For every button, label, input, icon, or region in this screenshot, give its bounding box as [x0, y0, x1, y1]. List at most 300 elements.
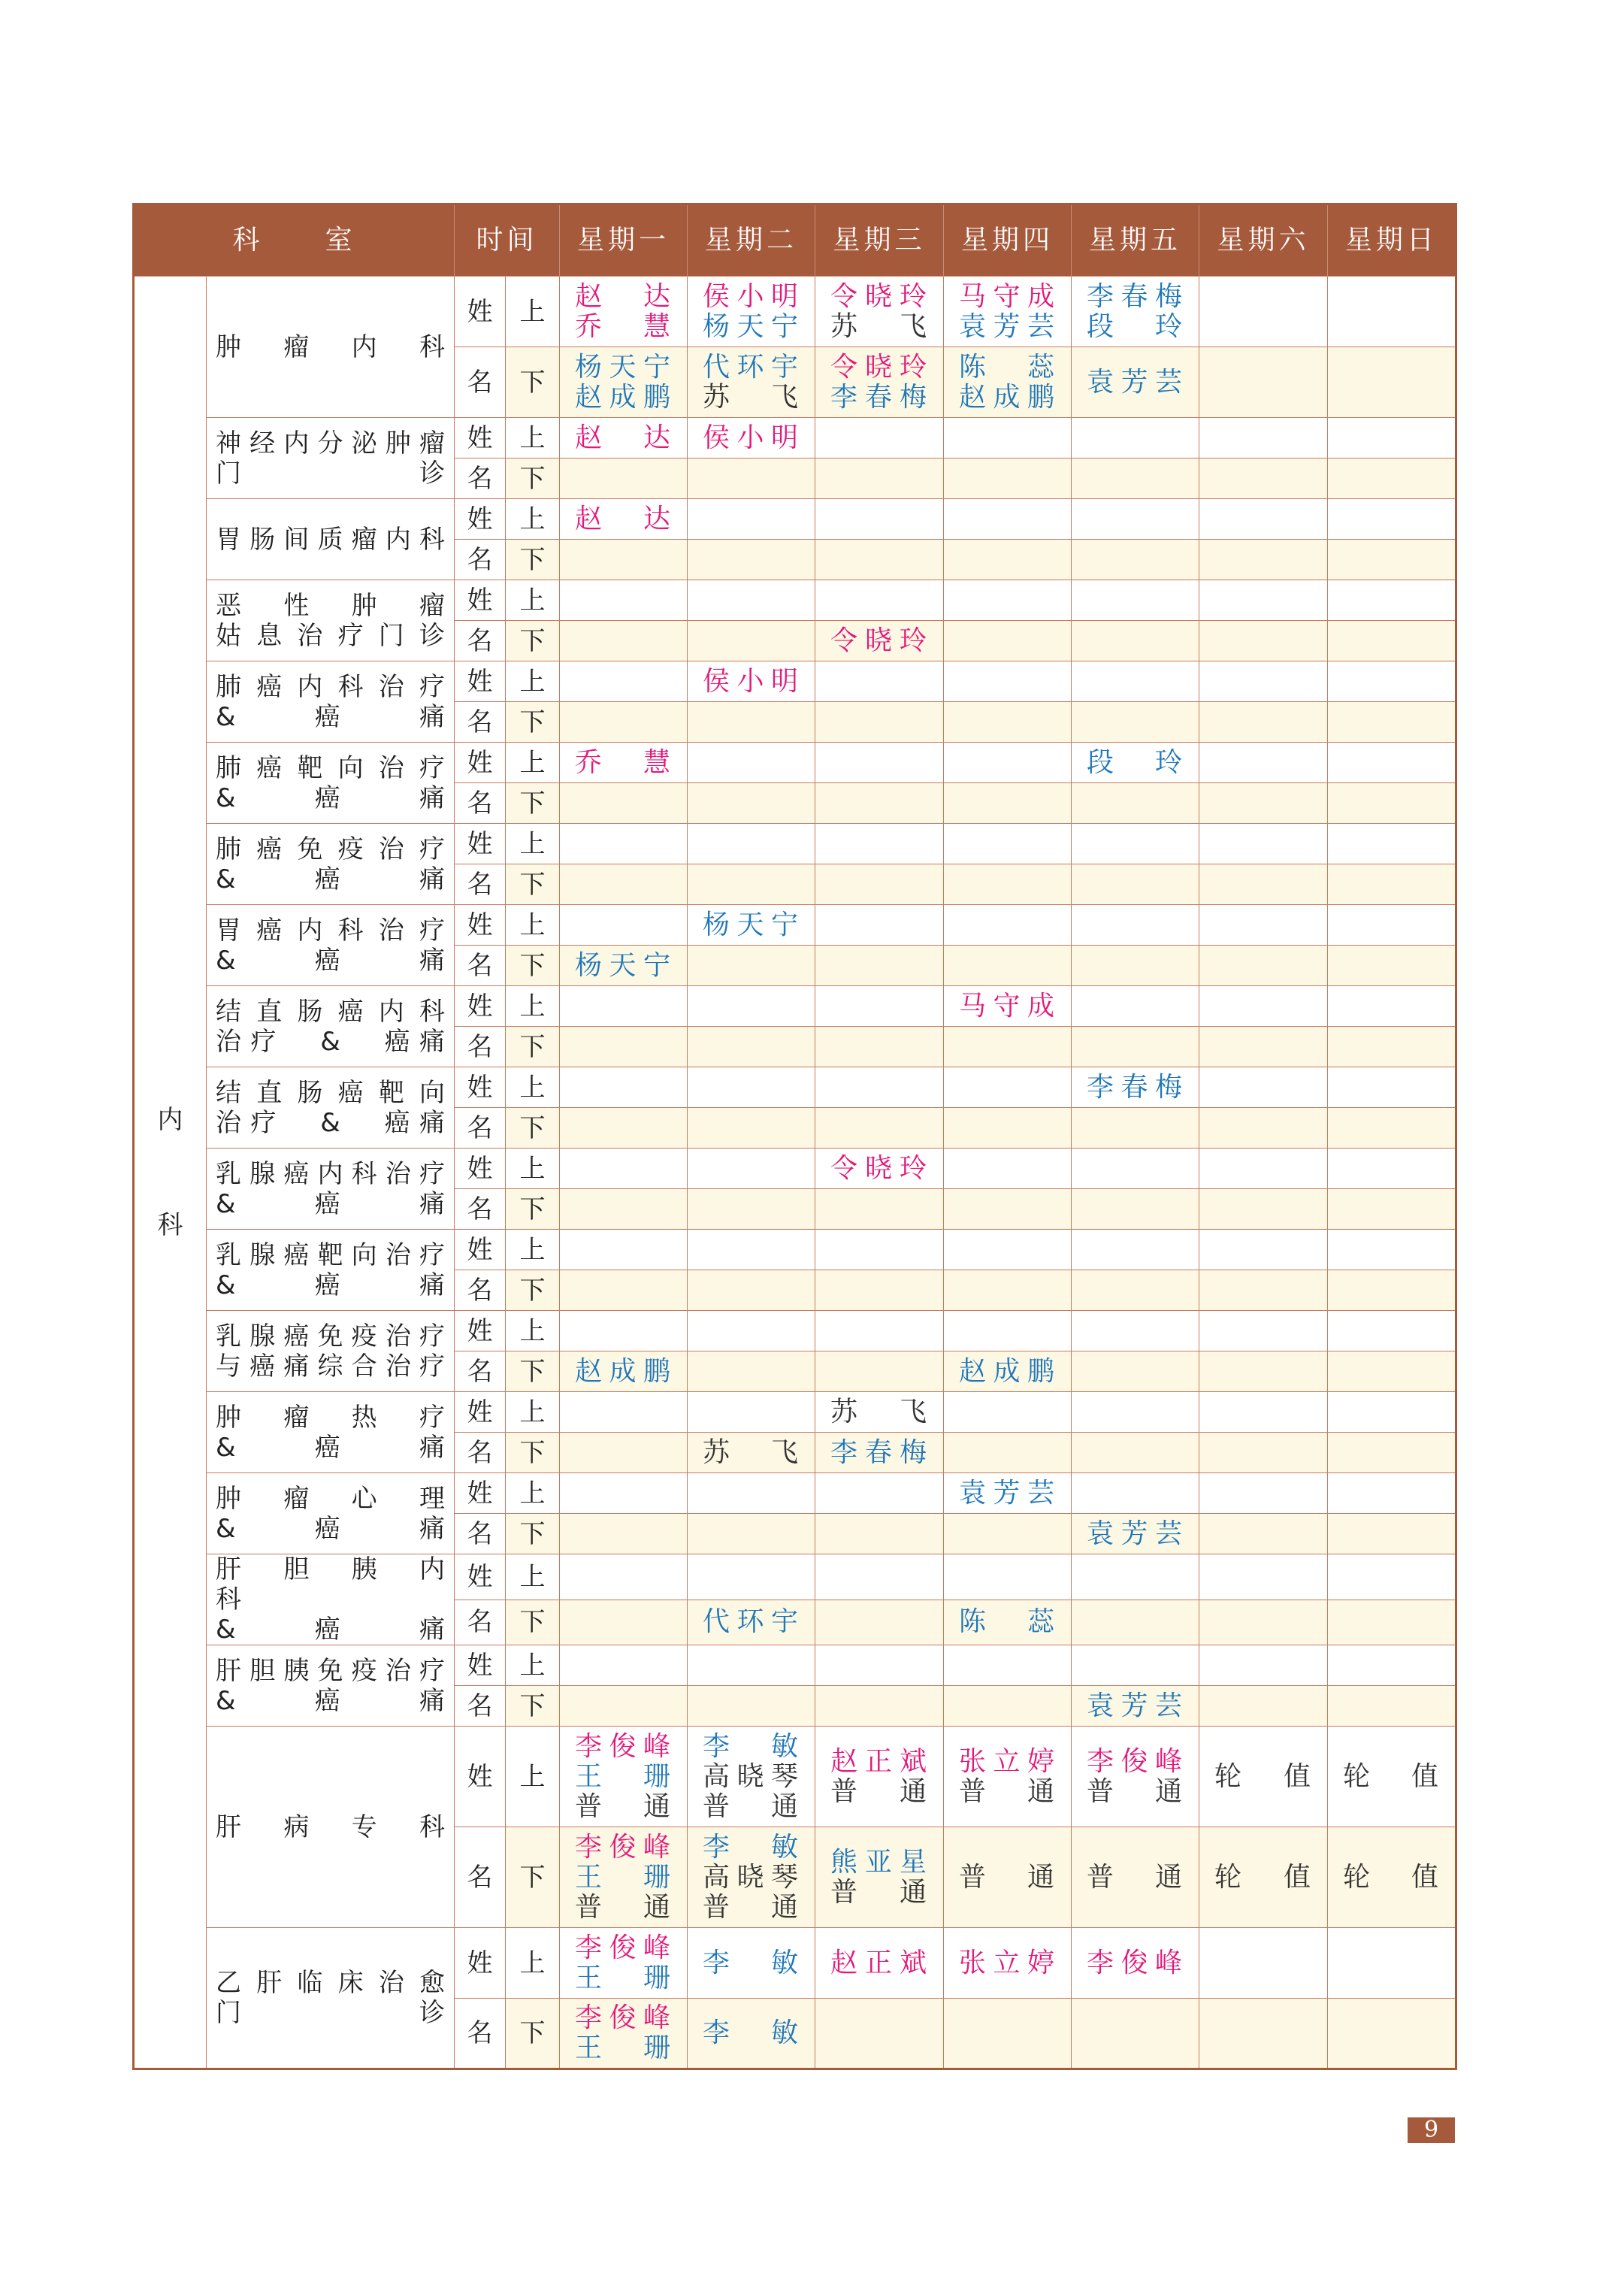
name-label: 姓: [455, 1554, 506, 1600]
department-name: [207, 277, 455, 418]
department-name-line: 肺癌内科治疗: [216, 671, 446, 702]
schedule-row: [134, 277, 1456, 347]
schedule-cell: [560, 621, 688, 661]
doctor-name: 李俊峰: [575, 1831, 673, 1863]
schedule-cell: [560, 499, 688, 540]
department-name: [207, 743, 455, 824]
schedule-cell: [560, 1686, 688, 1727]
schedule-cell: [688, 1189, 815, 1230]
doctor-name: 令晓玲: [830, 1152, 929, 1184]
name-label: 名: [455, 1999, 506, 2069]
schedule-cell: [944, 347, 1072, 418]
schedule-cell: [560, 743, 688, 783]
slot-am: 上: [506, 499, 560, 540]
slot-pm: 下: [506, 783, 560, 824]
schedule-cell: [1328, 1108, 1456, 1149]
doctor-name: 王 珊: [575, 2032, 673, 2063]
header-day: 星期二: [688, 204, 815, 277]
schedule-cell: [1072, 1928, 1199, 1999]
schedule-cell: [944, 459, 1072, 499]
schedule-cell: [1072, 1727, 1199, 1827]
doctor-name: 赵 达: [575, 503, 673, 534]
department-name-line: & 癌 痛: [216, 701, 446, 732]
schedule-row: [134, 1311, 1456, 1351]
schedule-cell: [815, 824, 944, 864]
schedule-cell: [815, 418, 944, 459]
schedule-cell: [815, 702, 944, 743]
doctor-name: 李春梅: [1087, 280, 1184, 312]
schedule-cell: [1072, 1108, 1199, 1149]
schedule-cell: [560, 1230, 688, 1270]
slot-am: 上: [506, 1645, 560, 1686]
schedule-cell: [1328, 824, 1456, 864]
slot-am: 上: [506, 277, 560, 347]
schedule-cell: [944, 1554, 1072, 1600]
schedule-cell: [1328, 1351, 1456, 1392]
schedule-cell: [815, 1827, 944, 1928]
department-name: [207, 1473, 455, 1554]
schedule-cell: [944, 743, 1072, 783]
slot-am: 上: [506, 743, 560, 783]
schedule-cell: [1072, 1473, 1199, 1514]
schedule-cell: [1199, 277, 1328, 347]
schedule-cell: [688, 783, 815, 824]
schedule-cell: [1199, 580, 1328, 621]
slot-pm: 下: [506, 1514, 560, 1554]
doctor-name: 普 通: [959, 1861, 1057, 1893]
department-name-line: & 癌 痛: [216, 1685, 446, 1716]
doctor-name: 陈 蕊: [959, 351, 1057, 383]
doctor-name: 苏 飞: [703, 1436, 800, 1468]
schedule-cell: [1072, 459, 1199, 499]
schedule-cell: [1328, 277, 1456, 347]
department-name: [207, 1067, 455, 1149]
schedule-cell: [1199, 1189, 1328, 1230]
doctor-name: 赵成鹏: [575, 1355, 673, 1387]
header-day: 星期六: [1199, 204, 1328, 277]
doctor-name: 李 敏: [703, 1730, 800, 1762]
department-name-line: 结直肠癌靶向: [216, 1077, 446, 1108]
schedule-cell: [944, 418, 1072, 459]
schedule-cell: [944, 1433, 1072, 1473]
name-label: 名: [455, 702, 506, 743]
slot-am: 上: [506, 986, 560, 1027]
schedule-cell: [560, 1067, 688, 1108]
schedule-cell: [560, 1600, 688, 1645]
schedule-cell: [560, 864, 688, 905]
schedule-cell: [1328, 743, 1456, 783]
schedule-cell: [1328, 1270, 1456, 1311]
department-name-line: 门 诊: [216, 458, 446, 489]
schedule-cell: [1072, 1554, 1199, 1600]
schedule-cell: [560, 418, 688, 459]
schedule-cell: [815, 1108, 944, 1149]
schedule-cell: [1072, 743, 1199, 783]
doctor-name: 代环宇: [703, 1606, 800, 1638]
header-row: [134, 204, 1456, 277]
schedule-cell: [688, 1999, 815, 2069]
schedule-cell: [1072, 1433, 1199, 1473]
schedule-cell: [944, 499, 1072, 540]
doctor-name: 苏 飞: [703, 381, 800, 413]
schedule-cell: [1328, 661, 1456, 702]
schedule-cell: [1199, 1514, 1328, 1554]
doctor-name: 赵成鹏: [575, 381, 673, 413]
schedule-cell: [1072, 418, 1199, 459]
schedule-cell: [1199, 540, 1328, 580]
name-label: 姓: [455, 1928, 506, 1999]
schedule-cell: [560, 1645, 688, 1686]
slot-pm: 下: [506, 1433, 560, 1473]
schedule-cell: [1199, 743, 1328, 783]
doctor-name: 袁芳芸: [1087, 1518, 1184, 1549]
schedule-cell: [1199, 1727, 1328, 1827]
schedule-cell: [688, 702, 815, 743]
department-name-line: 治疗 & 癌痛: [216, 1026, 446, 1057]
schedule-cell: [1199, 1351, 1328, 1392]
schedule-cell: [1328, 702, 1456, 743]
schedule-cell: [1199, 418, 1328, 459]
schedule-cell: [815, 986, 944, 1027]
header-day: 星期一: [560, 204, 688, 277]
schedule-cell: [1072, 1827, 1199, 1928]
doctor-name: 李俊峰: [575, 1932, 673, 1963]
schedule-cell: [1199, 905, 1328, 946]
schedule-cell: [944, 1351, 1072, 1392]
schedule-cell: [944, 1645, 1072, 1686]
schedule-cell: [1328, 1027, 1456, 1067]
schedule-cell: [815, 1351, 944, 1392]
doctor-name: 袁芳芸: [959, 310, 1057, 342]
name-label: 名: [455, 347, 506, 418]
schedule-cell: [688, 1149, 815, 1189]
doctor-name: 袁芳芸: [1087, 366, 1184, 398]
slot-am: 上: [506, 1067, 560, 1108]
department-name-line: & 癌 痛: [216, 864, 446, 894]
schedule-cell: [1072, 824, 1199, 864]
schedule-cell: [815, 905, 944, 946]
schedule-cell: [815, 743, 944, 783]
header-day: 星期日: [1328, 204, 1456, 277]
doctor-name: 苏 飞: [830, 310, 929, 342]
schedule-cell: [1072, 1999, 1199, 2069]
schedule-cell: [560, 1270, 688, 1311]
schedule-cell: [688, 1433, 815, 1473]
schedule-cell: [944, 661, 1072, 702]
schedule-cell: [560, 347, 688, 418]
schedule-cell: [944, 1999, 1072, 2069]
slot-pm: 下: [506, 702, 560, 743]
schedule-cell: [1328, 1189, 1456, 1230]
schedule-cell: [1328, 347, 1456, 418]
schedule-cell: [688, 1600, 815, 1645]
doctor-name: 李俊峰: [575, 1730, 673, 1762]
name-label: 姓: [455, 986, 506, 1027]
department-name: [207, 1645, 455, 1727]
name-label: 姓: [455, 1067, 506, 1108]
schedule-cell: [1072, 347, 1199, 418]
schedule-row: [134, 905, 1456, 946]
name-label: 名: [455, 1827, 506, 1928]
schedule-cell: [560, 824, 688, 864]
schedule-cell: [1072, 1600, 1199, 1645]
schedule-cell: [1072, 621, 1199, 661]
schedule-cell: [1199, 702, 1328, 743]
doctor-name: 李 敏: [703, 2017, 800, 2048]
schedule-cell: [560, 1149, 688, 1189]
department-name-line: 肝 胆 胰 内 科: [216, 1554, 471, 1615]
slot-pm: 下: [506, 1600, 560, 1645]
doctor-name: 轮 值: [1214, 1861, 1313, 1893]
schedule-cell: [1072, 1027, 1199, 1067]
slot-pm: 下: [506, 347, 560, 418]
schedule-cell: [1072, 864, 1199, 905]
schedule-cell: [815, 1270, 944, 1311]
schedule-cell: [688, 1827, 815, 1928]
name-label: 姓: [455, 499, 506, 540]
department-name-line: & 癌 痛: [216, 945, 446, 976]
schedule-cell: [688, 1645, 815, 1686]
schedule-table: [132, 203, 1457, 2070]
name-label: 名: [455, 1433, 506, 1473]
schedule-row: [134, 418, 1456, 459]
department-name-line: 门 诊: [216, 1998, 446, 2028]
slot-am: 上: [506, 661, 560, 702]
department-name-line: 乙肝临床治愈: [216, 1968, 446, 1998]
department-name-line: 肿 瘤 心 理: [216, 1483, 446, 1514]
schedule-cell: [688, 743, 815, 783]
department-name-line: 肺癌靶向治疗: [216, 752, 446, 783]
schedule-cell: [1072, 540, 1199, 580]
department-name: [207, 824, 455, 905]
schedule-cell: [1328, 1311, 1456, 1351]
schedule-cell: [560, 1311, 688, 1351]
schedule-cell: [944, 1230, 1072, 1270]
schedule-cell: [815, 347, 944, 418]
schedule-cell: [944, 864, 1072, 905]
schedule-cell: [815, 864, 944, 905]
schedule-cell: [688, 1230, 815, 1270]
schedule-cell: [944, 1270, 1072, 1311]
doctor-name: 袁芳芸: [959, 1477, 1057, 1509]
schedule-cell: [560, 459, 688, 499]
schedule-row: [134, 824, 1456, 864]
schedule-cell: [944, 1149, 1072, 1189]
schedule-row: [134, 1473, 1456, 1514]
doctor-name: 李俊峰: [1087, 1745, 1184, 1777]
schedule-cell: [815, 1473, 944, 1514]
schedule-cell: [815, 1686, 944, 1727]
schedule-cell: [1199, 1433, 1328, 1473]
doctor-name: 李 敏: [703, 1831, 800, 1863]
schedule-row: [134, 580, 1456, 621]
slot-am: 上: [506, 1473, 560, 1514]
header-dept: 科 室: [134, 204, 455, 277]
schedule-cell: [688, 1311, 815, 1351]
slot-am: 上: [506, 824, 560, 864]
schedule-cell: [560, 946, 688, 986]
schedule-cell: [815, 540, 944, 580]
schedule-cell: [944, 1108, 1072, 1149]
slot-pm: 下: [506, 540, 560, 580]
schedule-cell: [688, 1686, 815, 1727]
schedule-cell: [560, 986, 688, 1027]
name-label: 姓: [455, 277, 506, 347]
schedule-cell: [560, 1928, 688, 1999]
name-label: 名: [455, 864, 506, 905]
doctor-name: 马守成: [959, 280, 1057, 312]
schedule-cell: [1199, 1473, 1328, 1514]
schedule-cell: [688, 277, 815, 347]
schedule-cell: [1199, 1149, 1328, 1189]
schedule-cell: [1199, 824, 1328, 864]
doctor-name: 杨天宁: [575, 949, 673, 981]
schedule-cell: [1328, 1514, 1456, 1554]
schedule-cell: [688, 1554, 815, 1600]
schedule-cell: [688, 1351, 815, 1392]
department-name: [207, 1392, 455, 1473]
doctor-name: 侯小明: [703, 280, 800, 312]
department-name-line: 肺癌免疫治疗: [216, 834, 446, 864]
name-label: 姓: [455, 1230, 506, 1270]
schedule-cell: [560, 1727, 688, 1827]
department-name-line: 神经内分泌肿瘤: [216, 428, 446, 459]
department-name-line: & 癌 痛: [216, 1188, 446, 1219]
schedule-cell: [944, 540, 1072, 580]
schedule-cell: [815, 1230, 944, 1270]
doctor-name: 王 珊: [575, 1760, 673, 1792]
doctor-name: 杨天宁: [703, 310, 800, 342]
schedule-cell: [688, 1514, 815, 1554]
doctor-name: 普 通: [703, 1790, 800, 1822]
schedule-cell: [1328, 986, 1456, 1027]
name-label: 姓: [455, 1311, 506, 1351]
department-name: [207, 1230, 455, 1311]
doctor-name: 王 珊: [575, 1861, 673, 1893]
schedule-cell: [1072, 1230, 1199, 1270]
schedule-cell: [688, 1108, 815, 1149]
schedule-cell: [815, 783, 944, 824]
schedule-cell: [688, 459, 815, 499]
schedule-cell: [1199, 621, 1328, 661]
doctor-name: 杨天宁: [575, 351, 673, 383]
schedule-cell: [1328, 1827, 1456, 1928]
department-name-line: 肿 瘤 内 科: [216, 331, 446, 362]
schedule-cell: [944, 580, 1072, 621]
schedule-cell: [1328, 418, 1456, 459]
schedule-cell: [1199, 1230, 1328, 1270]
doctor-name: 杨天宁: [703, 909, 800, 940]
doctor-name: 轮 值: [1343, 1861, 1441, 1893]
schedule-cell: [944, 702, 1072, 743]
schedule-cell: [1072, 580, 1199, 621]
slot-am: 上: [506, 1727, 560, 1827]
name-label: 姓: [455, 580, 506, 621]
doctor-name: 赵 达: [575, 422, 673, 453]
page-number: 9: [1408, 2117, 1455, 2143]
doctor-name: 张立婷: [959, 1745, 1057, 1777]
schedule-cell: [815, 277, 944, 347]
schedule-cell: [688, 1027, 815, 1067]
schedule-cell: [944, 986, 1072, 1027]
department-name-line: & 癌 痛: [216, 1270, 446, 1300]
schedule-body: [134, 277, 1456, 2069]
slot-pm: 下: [506, 1189, 560, 1230]
department-name-line: 肿 瘤 热 疗: [216, 1402, 446, 1433]
schedule-cell: [815, 621, 944, 661]
department-name: [207, 661, 455, 743]
schedule-cell: [560, 1027, 688, 1067]
schedule-cell: [560, 1999, 688, 2069]
schedule-cell: [1328, 1686, 1456, 1727]
department-name-line: 姑息治疗门诊: [216, 620, 446, 651]
schedule-cell: [1328, 459, 1456, 499]
schedule-cell: [944, 1514, 1072, 1554]
slot-pm: 下: [506, 1999, 560, 2069]
schedule-row: [134, 1727, 1456, 1827]
schedule-cell: [688, 661, 815, 702]
slot-am: 上: [506, 1149, 560, 1189]
schedule-cell: [1072, 1392, 1199, 1433]
schedule-cell: [688, 1067, 815, 1108]
schedule-row: [134, 1645, 1456, 1686]
name-label: 姓: [455, 1149, 506, 1189]
schedule-cell: [815, 1554, 944, 1600]
doctor-name: 普 通: [1087, 1861, 1184, 1893]
schedule-cell: [688, 580, 815, 621]
schedule-cell: [1199, 1600, 1328, 1645]
schedule-cell: [815, 1311, 944, 1351]
schedule-cell: [1072, 1270, 1199, 1311]
schedule-cell: [1199, 661, 1328, 702]
schedule-cell: [1072, 1645, 1199, 1686]
schedule-cell: [1199, 1827, 1328, 1928]
department-name: [207, 1727, 455, 1928]
department-name-line: 乳腺癌免疫治疗: [216, 1321, 446, 1351]
schedule-cell: [1199, 1270, 1328, 1311]
department-name: [207, 1311, 455, 1392]
name-label: 姓: [455, 1645, 506, 1686]
slot-pm: 下: [506, 1827, 560, 1928]
schedule-cell: [1199, 864, 1328, 905]
schedule-cell: [944, 1473, 1072, 1514]
schedule-cell: [560, 277, 688, 347]
slot-pm: 下: [506, 1108, 560, 1149]
name-label: 名: [455, 1600, 506, 1645]
name-label: 姓: [455, 905, 506, 946]
schedule-cell: [560, 905, 688, 946]
slot-pm: 下: [506, 1686, 560, 1727]
schedule-cell: [560, 783, 688, 824]
schedule-cell: [1199, 1686, 1328, 1727]
schedule-cell: [1328, 1600, 1456, 1645]
header-day: 星期四: [944, 204, 1072, 277]
schedule-cell: [1072, 702, 1199, 743]
department-name: [207, 1554, 471, 1645]
schedule-cell: [688, 905, 815, 946]
doctor-name: 普 通: [575, 1790, 673, 1822]
slot-pm: 下: [506, 621, 560, 661]
doctor-name: 令晓玲: [830, 351, 929, 383]
schedule-cell: [944, 824, 1072, 864]
schedule-cell: [815, 459, 944, 499]
slot-am: 上: [506, 418, 560, 459]
slot-am: 上: [506, 1230, 560, 1270]
schedule-cell: [1328, 1392, 1456, 1433]
doctor-name: 乔 慧: [575, 746, 673, 778]
name-label: 名: [455, 783, 506, 824]
schedule-cell: [1199, 459, 1328, 499]
